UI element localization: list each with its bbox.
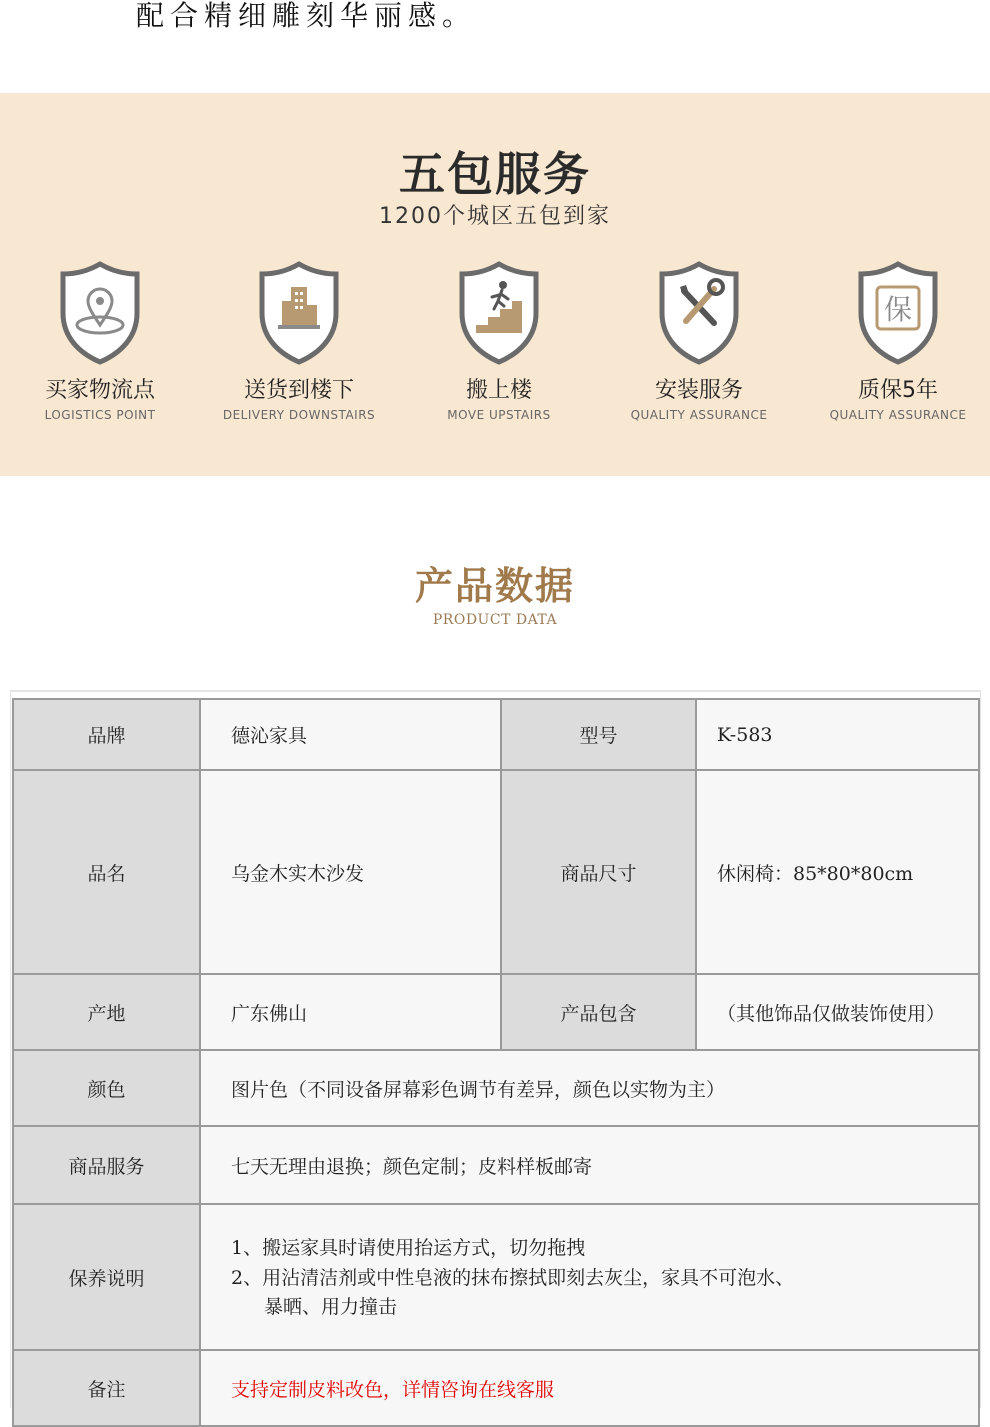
note-label: 备注 <box>13 1350 200 1426</box>
service-title: 五包服务 <box>399 147 591 201</box>
table-row <box>13 699 979 770</box>
care-line-2: 2、用沾清洁剂或中性皂液的抹布擦拭即刻去灰尘，家具不可泡水、 <box>231 1267 795 1289</box>
service-item-en: QUALITY ASSURANCE <box>829 408 967 422</box>
service-item-warranty <box>808 261 988 423</box>
service-item-en: QUALITY ASSURANCE <box>630 408 768 422</box>
service-item-cn: 搬上楼 <box>465 378 532 403</box>
table-row <box>13 1126 979 1204</box>
service-subtitle: 1200个城区五包到家 <box>379 204 611 229</box>
building-icon <box>258 261 340 365</box>
name-value: 乌金木实木沙发 <box>200 770 501 974</box>
model-label: 型号 <box>501 699 696 770</box>
guarantee-glyph: 保 <box>883 293 913 326</box>
size-label: 商品尺寸 <box>501 770 696 974</box>
care-line-3: 暴晒、用力撞击 <box>264 1296 398 1318</box>
tools-icon <box>658 261 740 365</box>
service-value: 七天无理由退换；颜色定制；皮料样板邮寄 <box>200 1126 979 1204</box>
intro-text: 配合精细雕刻华丽感。 <box>136 0 477 32</box>
name-label: 品名 <box>13 770 200 974</box>
brand-value: 德沁家具 <box>200 699 501 770</box>
service-item-cn: 质保5年 <box>858 378 938 403</box>
table-row <box>13 1350 979 1426</box>
model-value: K-583 <box>696 699 979 770</box>
service-item-en: LOGISTICS POINT <box>44 408 156 422</box>
service-label: 商品服务 <box>13 1126 200 1204</box>
size-value: 休闲椅：85*80*80cm <box>696 770 979 974</box>
origin-value: 广东佛山 <box>200 974 501 1050</box>
includes-value: （其他饰品仅做装饰使用） <box>696 974 979 1050</box>
product-data-subtitle: PRODUCT DATA <box>432 612 558 628</box>
service-item-install <box>609 261 789 423</box>
table-row <box>13 770 979 974</box>
guarantee-icon <box>857 261 939 365</box>
care-line-1: 1、搬运家具时请使用抬运方式，切勿拖拽 <box>231 1237 586 1259</box>
care-label: 保养说明 <box>13 1204 200 1350</box>
service-item-logistics <box>10 261 190 423</box>
color-label: 颜色 <box>13 1050 200 1126</box>
includes-label: 产品包含 <box>501 974 696 1050</box>
five-service-banner <box>0 93 990 476</box>
service-item-en: DELIVERY DOWNSTAIRS <box>222 408 376 422</box>
origin-label: 产地 <box>13 974 200 1050</box>
table-row <box>13 974 979 1050</box>
location-pin-icon <box>59 261 141 365</box>
service-item-cn: 送货到楼下 <box>243 378 354 403</box>
product-spec-table <box>12 698 980 1427</box>
service-item-upstairs <box>409 261 589 423</box>
note-value: 支持定制皮料改色，详情咨询在线客服 <box>200 1350 979 1426</box>
color-value: 图片色（不同设备屏幕彩色调节有差异，颜色以实物为主） <box>200 1050 979 1126</box>
stairs-person-icon <box>458 261 540 365</box>
table-row <box>13 1204 979 1350</box>
service-item-cn: 安装服务 <box>654 378 743 403</box>
table-row <box>13 1050 979 1126</box>
service-item-delivery <box>209 261 389 423</box>
service-item-en: MOVE UPSTAIRS <box>447 408 551 422</box>
service-item-cn: 买家物流点 <box>44 378 155 403</box>
brand-label: 品牌 <box>13 699 200 770</box>
care-value <box>200 1204 979 1350</box>
product-data-title: 产品数据 <box>414 563 575 608</box>
